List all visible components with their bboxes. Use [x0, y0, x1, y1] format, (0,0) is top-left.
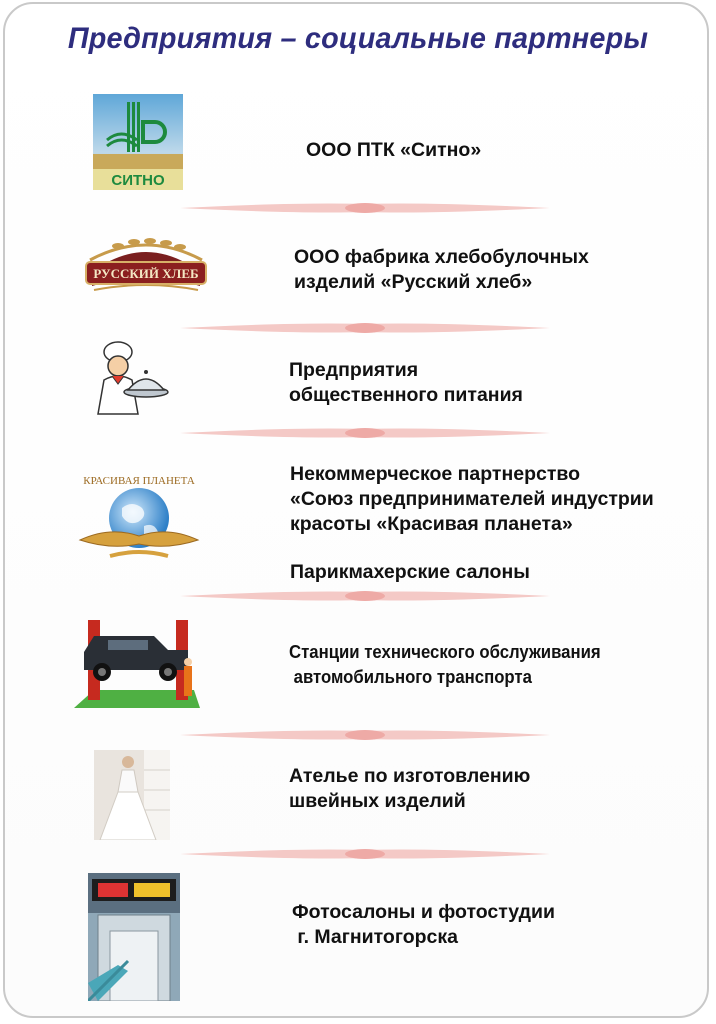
russkiy-khleb-logo — [82, 232, 210, 300]
photo-studio-photo — [88, 873, 180, 1001]
sitno-logo — [93, 94, 183, 190]
wedding-dress-photo — [94, 750, 170, 840]
partner-label-hair-salons: Парикмахерские салоны — [290, 561, 530, 583]
partner-label-russkiy-khleb: ООО фабрика хлебобулочных изделий «Русский хлеб» — [294, 246, 589, 293]
krasivaya-planeta-logo — [70, 470, 208, 566]
divider — [180, 727, 550, 743]
divider — [180, 846, 550, 862]
krasivaya-planeta-logo-text: КРАСИВАЯ ПЛАНЕТА — [83, 475, 195, 487]
divider — [180, 588, 550, 604]
sitno-logo-text: СИТНО — [111, 172, 165, 189]
divider — [180, 200, 550, 216]
divider — [180, 320, 550, 336]
partner-label-catering: Предприятия общественного питания — [289, 359, 523, 406]
partner-label-photo-studios: Фотосалоны и фотостудии г. Магнитогорска — [292, 901, 556, 948]
partner-label-sitno: ООО ПТК «Ситно» — [306, 139, 482, 161]
russkiy-khleb-logo-text: РУССКИЙ ХЛЕБ — [93, 266, 199, 281]
chef-icon — [90, 340, 172, 422]
partner-label-krasivaya-planeta: Некоммерческое партнерство «Союз предпринимателей индустрии красоты «Красивая планета» — [290, 463, 654, 535]
car-service-icon — [74, 612, 200, 712]
page-title: Предприятия – социальные партнеры — [67, 22, 649, 55]
partner-label-atelier: Ателье по изготовлению швейных изделий — [289, 765, 531, 812]
divider — [180, 425, 550, 441]
partner-label-car-service: Станции технического обслуживания автомобильного транспорта — [289, 642, 601, 687]
